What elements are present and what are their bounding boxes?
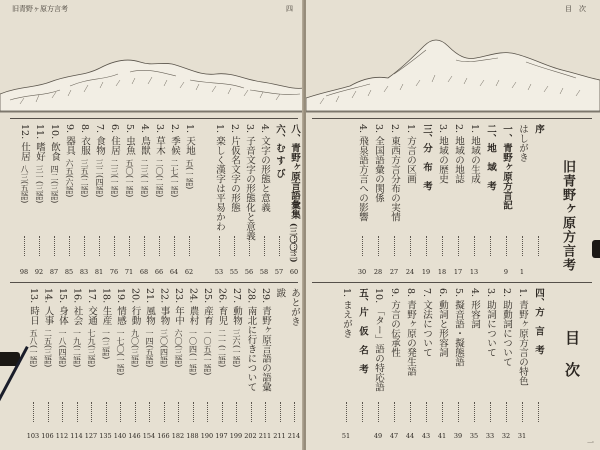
toc-entry-title: 8. 衣服 [79,124,90,156]
toc-entry-count: 三〇(四語) [159,329,169,368]
toc-entry [153,124,165,234]
toc-leader-dots [294,236,295,256]
toc-page-number: 24 [405,268,415,276]
toc-leader-dots [164,402,165,422]
toc-entry [201,288,213,400]
toc-page-number: 83 [79,268,89,276]
toc-entry-title: 4. 形容詞 [469,288,480,329]
toc-page-number: 32 [501,432,511,440]
toc-entry [288,288,300,400]
toc-entry-title: 序 [533,124,544,134]
toc-entry-title: 17. 交通 [86,288,97,326]
toc-entry-title: 四、方 言 考 [533,288,544,355]
toc-entry-title: 4. 鳥獣 [139,124,150,156]
toc-leader-dots [24,236,25,256]
toc-entry-title: 2. 季候 [169,124,180,156]
toc-leader-dots [490,236,491,256]
toc-page-number: 214 [287,432,301,440]
toc-leader-dots [442,402,443,422]
toc-leader-dots [538,236,539,256]
toc-page-number: 39 [453,432,463,440]
toc-entry [372,288,384,400]
toc-leader-dots [394,402,395,422]
toc-entry-title: 5. 虫魚 [124,124,135,156]
toc-leader-dots [378,402,379,422]
toc-page-number: 17 [453,268,463,276]
toc-leader-dots [279,236,280,256]
toc-entry [404,288,416,400]
toc-leader-dots [234,236,235,256]
toc-leader-dots [69,236,70,256]
toc-entry-count: (三〇〇三) [289,223,299,263]
toc-entry [183,124,195,234]
toc-entry-title: 9. 器具 [64,124,75,156]
toc-page-number: 211 [273,432,286,440]
toc-entry-count: 二一(二語) [217,329,227,368]
toc-leader-dots [249,236,250,256]
toc-entry [288,124,300,263]
toc-leader-dots [458,236,459,256]
toc-page-number: 55 [229,268,239,276]
toc-page-number: 87 [49,268,59,276]
toc-leader-dots [174,236,175,256]
toc-page-number: 1 [519,268,525,276]
toc-entry-title: 8. 青野ヶ原の発生語 [405,288,416,377]
toc-entry [168,124,180,234]
toc-entry-title: 1. 楽しく漢字は平易かわ [214,124,225,232]
right-page-number: 一 [587,439,594,447]
toc-page-number: 81 [94,268,104,276]
toc-entry-title: 4. 飛泉語方言への影響 [357,124,368,222]
toc-page-number: 44 [405,432,415,440]
toc-entry-count: 二〇(二語) [155,159,164,198]
toc-entry-title: 6. 住居 [109,124,120,156]
toc-entry-count: 一(三語) [101,329,111,360]
toc-entry-count: 三二(四語) [95,159,104,198]
toc-entry [468,288,480,400]
toc-page-number: 57 [274,268,284,276]
toc-entry-title: 27. 動物 [231,288,242,326]
toc-leader-dots [219,236,220,256]
toc-entry-title: 7. 文法について [421,288,432,358]
toc-entry-title: 11. 嗜好 [34,124,45,162]
toc-leader-dots [426,236,427,256]
toc-page-number: 58 [259,268,269,276]
toc-entry-title: 一、青野ヶ原方言記 [501,124,512,210]
toc-page-number: 64 [169,268,179,276]
right-middle-rule [312,282,592,283]
toc-page-number: 114 [70,432,83,440]
toc-page-number: 18 [437,268,447,276]
toc-entry-title: 20. 行動 [129,288,141,326]
toc-entry [48,124,60,234]
toc-leader-dots [474,402,475,422]
toc-leader-dots [33,402,34,422]
toc-entry [114,288,126,400]
toc-entry-title: 五、片 仮 名 考 [357,288,368,374]
toc-leader-dots [62,402,63,422]
toc-leader-dots [84,236,85,256]
toc-entry [78,124,90,234]
toc-leader-dots [538,402,539,422]
toc-entry [42,288,54,400]
toc-entry-title: 10. 飲食 [49,124,60,162]
toc-page-number: 202 [244,432,257,440]
toc-page-number: 35 [469,432,479,440]
right-page [306,0,600,450]
toc-entry [404,124,416,234]
toc-entry [273,124,285,234]
toc-entry-title: 4. 文字の形態と意義 [259,124,270,213]
toc-entry-count: 五八(一語) [29,329,38,368]
toc-page-number: 154 [142,432,156,440]
book-title: 旧青野ヶ原方言考 [560,160,575,272]
toc-entry-title: 2. 東西方言分布の実情 [389,124,400,222]
toc-leader-dots [135,402,136,422]
toc-leader-dots [236,402,237,422]
toc-entry [452,288,464,400]
mountain-illustration-left [0,16,304,118]
toc-leader-dots [506,402,507,422]
toc-leader-dots [159,236,160,256]
toc-page-number: 76 [109,268,119,276]
toc-entry [56,288,68,400]
toc-page-number: 31 [517,432,527,440]
toc-entry-title: 26. 育児 [216,288,228,326]
toc-leader-dots [264,236,265,256]
toc-page-number: 68 [139,268,149,276]
toc-page-number: 30 [357,268,367,276]
toc-entry-count: 五〇(一語) [125,159,134,198]
toc-leader-dots [207,402,208,422]
toc-entry-title: 7. 食物 [94,124,105,156]
toc-entry [420,124,432,234]
toc-page-number: 197 [215,432,228,440]
toc-leader-dots [410,402,411,422]
toc-page-number: 146 [128,432,141,440]
toc-entry [388,124,400,234]
toc-entry-title: 1. まえがき [341,288,352,339]
toc-entry-title: 2. 地域の地誌 [453,124,464,184]
toc-entry-count: 八三(五語) [20,165,29,204]
toc-entry-count: 一〇四(一語) [188,329,198,376]
toc-entry-title: 6. 動詞と形容詞 [437,288,448,358]
toc-entry-title: 13. 時日 [28,288,39,326]
toc-entry-count: 三六(一語) [232,329,241,368]
toc-entry [143,288,155,400]
toc-leader-dots [522,236,523,256]
toc-entry-count: 五(一語) [185,159,194,190]
toc-entry-title: 3. 草木 [154,124,165,156]
toc-leader-dots [362,236,363,256]
toc-page-number: 62 [184,268,194,276]
toc-entry [388,288,400,400]
toc-entry [27,288,39,400]
toc-page-number: 190 [200,432,214,440]
toc-entry [187,288,199,400]
toc-page-number: 53 [214,268,224,276]
toc-entry-title: 18. 生産 [100,288,112,326]
toc-entry-title: 3. 子音文字の形態化と意義 [244,124,255,241]
toc-entry [452,124,464,234]
toc-leader-dots [490,402,491,422]
toc-entry-title: 3. 地域の歴史 [437,124,448,184]
toc-page-number: 92 [34,268,44,276]
toc-entry-title: 2. 片仮名文字の形態 [229,124,240,213]
toc-entry [484,124,496,234]
toc-entry [436,124,448,234]
toc-page-number: 103 [26,432,40,440]
toc-entry-count: 二三(一語) [110,159,119,198]
mountain-illustration-right [306,16,600,118]
toc-page-number: 33 [485,432,495,440]
toc-entry [85,288,97,400]
toc-entry [484,288,496,400]
toc-leader-dots [378,236,379,256]
toc-entry [356,288,368,400]
toc-entry [138,124,150,234]
toc-page-number: 166 [157,432,170,440]
toc-page-number: 188 [186,432,199,440]
left-upper-rule [10,118,298,119]
toc-entry [420,288,432,400]
toc-entry [258,124,270,234]
toc-entry [172,288,184,400]
toc-page-number: 41 [437,432,447,440]
toc-entry [356,124,368,234]
toc-page-number: 43 [421,432,431,440]
toc-page-number: 85 [64,268,74,276]
left-middle-rule [10,282,298,283]
toc-entry-title: 5. 擬音語・擬態語 [453,288,464,367]
toc-page-number: 182 [171,432,185,440]
toc-page-number: 106 [41,432,54,440]
toc-entry-title: 二、地 域 考 [485,124,496,191]
left-running-head: 旧青野ヶ原方言考 [12,5,68,13]
toc-entry-title: 15. 身体 [57,288,68,326]
toc-entry [259,288,271,400]
toc-entry [158,288,170,400]
toc-leader-dots [251,402,252,422]
toc-leader-dots [506,236,507,256]
toc-entry [93,124,105,234]
toc-leader-dots [39,236,40,256]
toc-entry-title: 1. 地域の生成 [469,124,480,184]
toc-entry [18,124,30,234]
toc-page-number: 127 [84,432,98,440]
toc-page-number: 13 [469,268,479,276]
toc-leader-dots [144,236,145,256]
toc-entry-title: 22. 事物 [158,288,170,326]
toc-leader-dots [48,402,49,422]
toc-page-number: 98 [19,268,29,276]
toc-entry [108,124,120,234]
toc-entry-count: 一八(四語) [58,329,67,368]
toc-entry-count: 六〇(三語) [174,329,183,368]
toc-entry-title: 1. 青野ヶ原方言の特色 [517,288,528,386]
toc-entry [33,124,45,234]
toc-entry-title: 1. 天地 [184,124,195,156]
toc-entry [372,124,384,234]
bookmark-strap [0,330,29,450]
toc-leader-dots [362,402,363,422]
toc-entry-count: 一四(五語) [145,329,154,368]
toc-entry [468,124,480,234]
toc-entry [123,124,135,234]
toc-entry [500,124,512,234]
toc-page-number: 47 [389,432,399,440]
toc-leader-dots [426,402,427,422]
toc-entry [230,288,242,400]
toc-leader-dots [120,402,121,422]
toc-page-number: 112 [55,432,69,440]
toc-entry [436,288,448,400]
toc-entry-title: 跋 [274,288,286,298]
toc-leader-dots [346,402,347,422]
toc-entry [274,288,286,400]
toc-page-number: 9 [503,268,509,276]
toc-leader-dots [91,402,92,422]
toc-page-number: 27 [389,268,399,276]
toc-leader-dots [522,402,523,422]
toc-entry-count: 一〇五(一語) [203,329,212,376]
toc-entry-title: 3. 全国語彙の関係 [373,124,384,203]
toc-entry-title: 19. 情感 [115,288,126,326]
toc-page-number: 28 [373,268,383,276]
left-page-number: 四 [286,5,293,13]
toc-entry [228,124,240,234]
toc-entry-title: 9. 方言の伝承性 [389,288,400,358]
right-running-head: 目 次 [565,5,586,13]
toc-entry-title: 1. 方言の区画 [405,124,416,184]
toc-entry [532,124,544,234]
toc-entry [71,288,83,400]
toc-entry-title: 2. 助動詞について [501,288,512,367]
toc-entry [516,124,528,234]
toc-entry-title: 三、分 布 考 [421,124,432,191]
toc-entry-title: 21. 風物 [144,288,155,326]
toc-title: 目 次 [563,330,581,378]
toc-leader-dots [77,402,78,422]
toc-leader-dots [458,402,459,422]
toc-entry-count: 七九(三語) [87,329,96,368]
toc-entry [216,288,228,400]
toc-entry [129,288,141,400]
toc-entry-title: 3. 助詞について [485,288,496,358]
toc-entry-title: 23. 年中 [173,288,184,326]
toc-entry [532,288,544,400]
toc-entry-count: 二七(一語) [170,159,179,198]
toc-leader-dots [178,402,179,422]
toc-entry-count: 六五(六語) [65,159,74,198]
toc-entry-count: 四二(三語) [50,165,59,204]
toc-entry-title: はしがき [517,124,528,162]
toc-page-number: 49 [373,432,383,440]
toc-page-number: 211 [258,432,272,440]
toc-page-number: 51 [341,432,351,440]
toc-leader-dots [280,402,281,422]
toc-leader-dots [410,236,411,256]
toc-leader-dots [265,402,266,422]
toc-entry-title: 14. 人事 [42,288,54,326]
toc-entry-count: 九〇(三語) [130,329,140,368]
toc-entry [213,124,225,234]
toc-page-number: 66 [154,268,164,276]
toc-entry [63,124,75,234]
toc-page-number: 60 [289,268,299,276]
toc-leader-dots [442,236,443,256]
toc-entry [340,288,352,400]
toc-entry [516,288,528,400]
toc-entry-count: 一九(二語) [72,329,82,368]
toc-page-number: 71 [124,268,134,276]
toc-entry-title: 16. 社会 [71,288,83,326]
toc-leader-dots [222,402,223,422]
toc-entry-title: 24. 農村 [187,288,199,326]
book-clip-right [592,240,600,258]
toc-page-number: 199 [229,432,243,440]
toc-leader-dots [193,402,194,422]
toc-leader-dots [114,236,115,256]
toc-entry-title: 六、む す び [274,124,285,179]
toc-leader-dots [129,236,130,256]
toc-entry-count: 二三(一語) [140,159,149,198]
toc-entry [243,124,255,241]
toc-page-number: 56 [244,268,254,276]
toc-entry-title: 29. 青野ヶ原言語の語彙 [260,288,271,392]
toc-entry-title: 25. 産育 [202,288,213,326]
toc-entry-count: 二五(三語) [43,329,53,368]
toc-leader-dots [474,236,475,256]
toc-entry-count: 一七〇(一語) [116,329,125,376]
toc-entry-title: 12. 仕居 [19,124,30,162]
toc-leader-dots [99,236,100,256]
toc-entry [100,288,112,400]
toc-page-number: 135 [99,432,112,440]
toc-leader-dots [294,402,295,422]
toc-entry-title: 10. 「ター」語の特応語 [373,288,384,392]
toc-entry-count: 三五(二語) [80,159,89,198]
toc-entry [500,288,512,400]
toc-leader-dots [394,236,395,256]
toc-leader-dots [54,236,55,256]
toc-entry-count: 三一(三語) [35,165,44,204]
toc-leader-dots [149,402,150,422]
toc-page-number: 19 [421,268,431,276]
toc-entry-title: あとがき [289,288,300,326]
toc-leader-dots [189,236,190,256]
toc-leader-dots [106,402,107,422]
toc-entry-title: 八、青野ヶ原言語彙集 [289,124,300,219]
toc-entry [245,288,257,400]
right-upper-rule [312,118,592,119]
toc-entry-title: 28. 南北に行きについて [245,288,257,392]
toc-page-number: 140 [113,432,127,440]
